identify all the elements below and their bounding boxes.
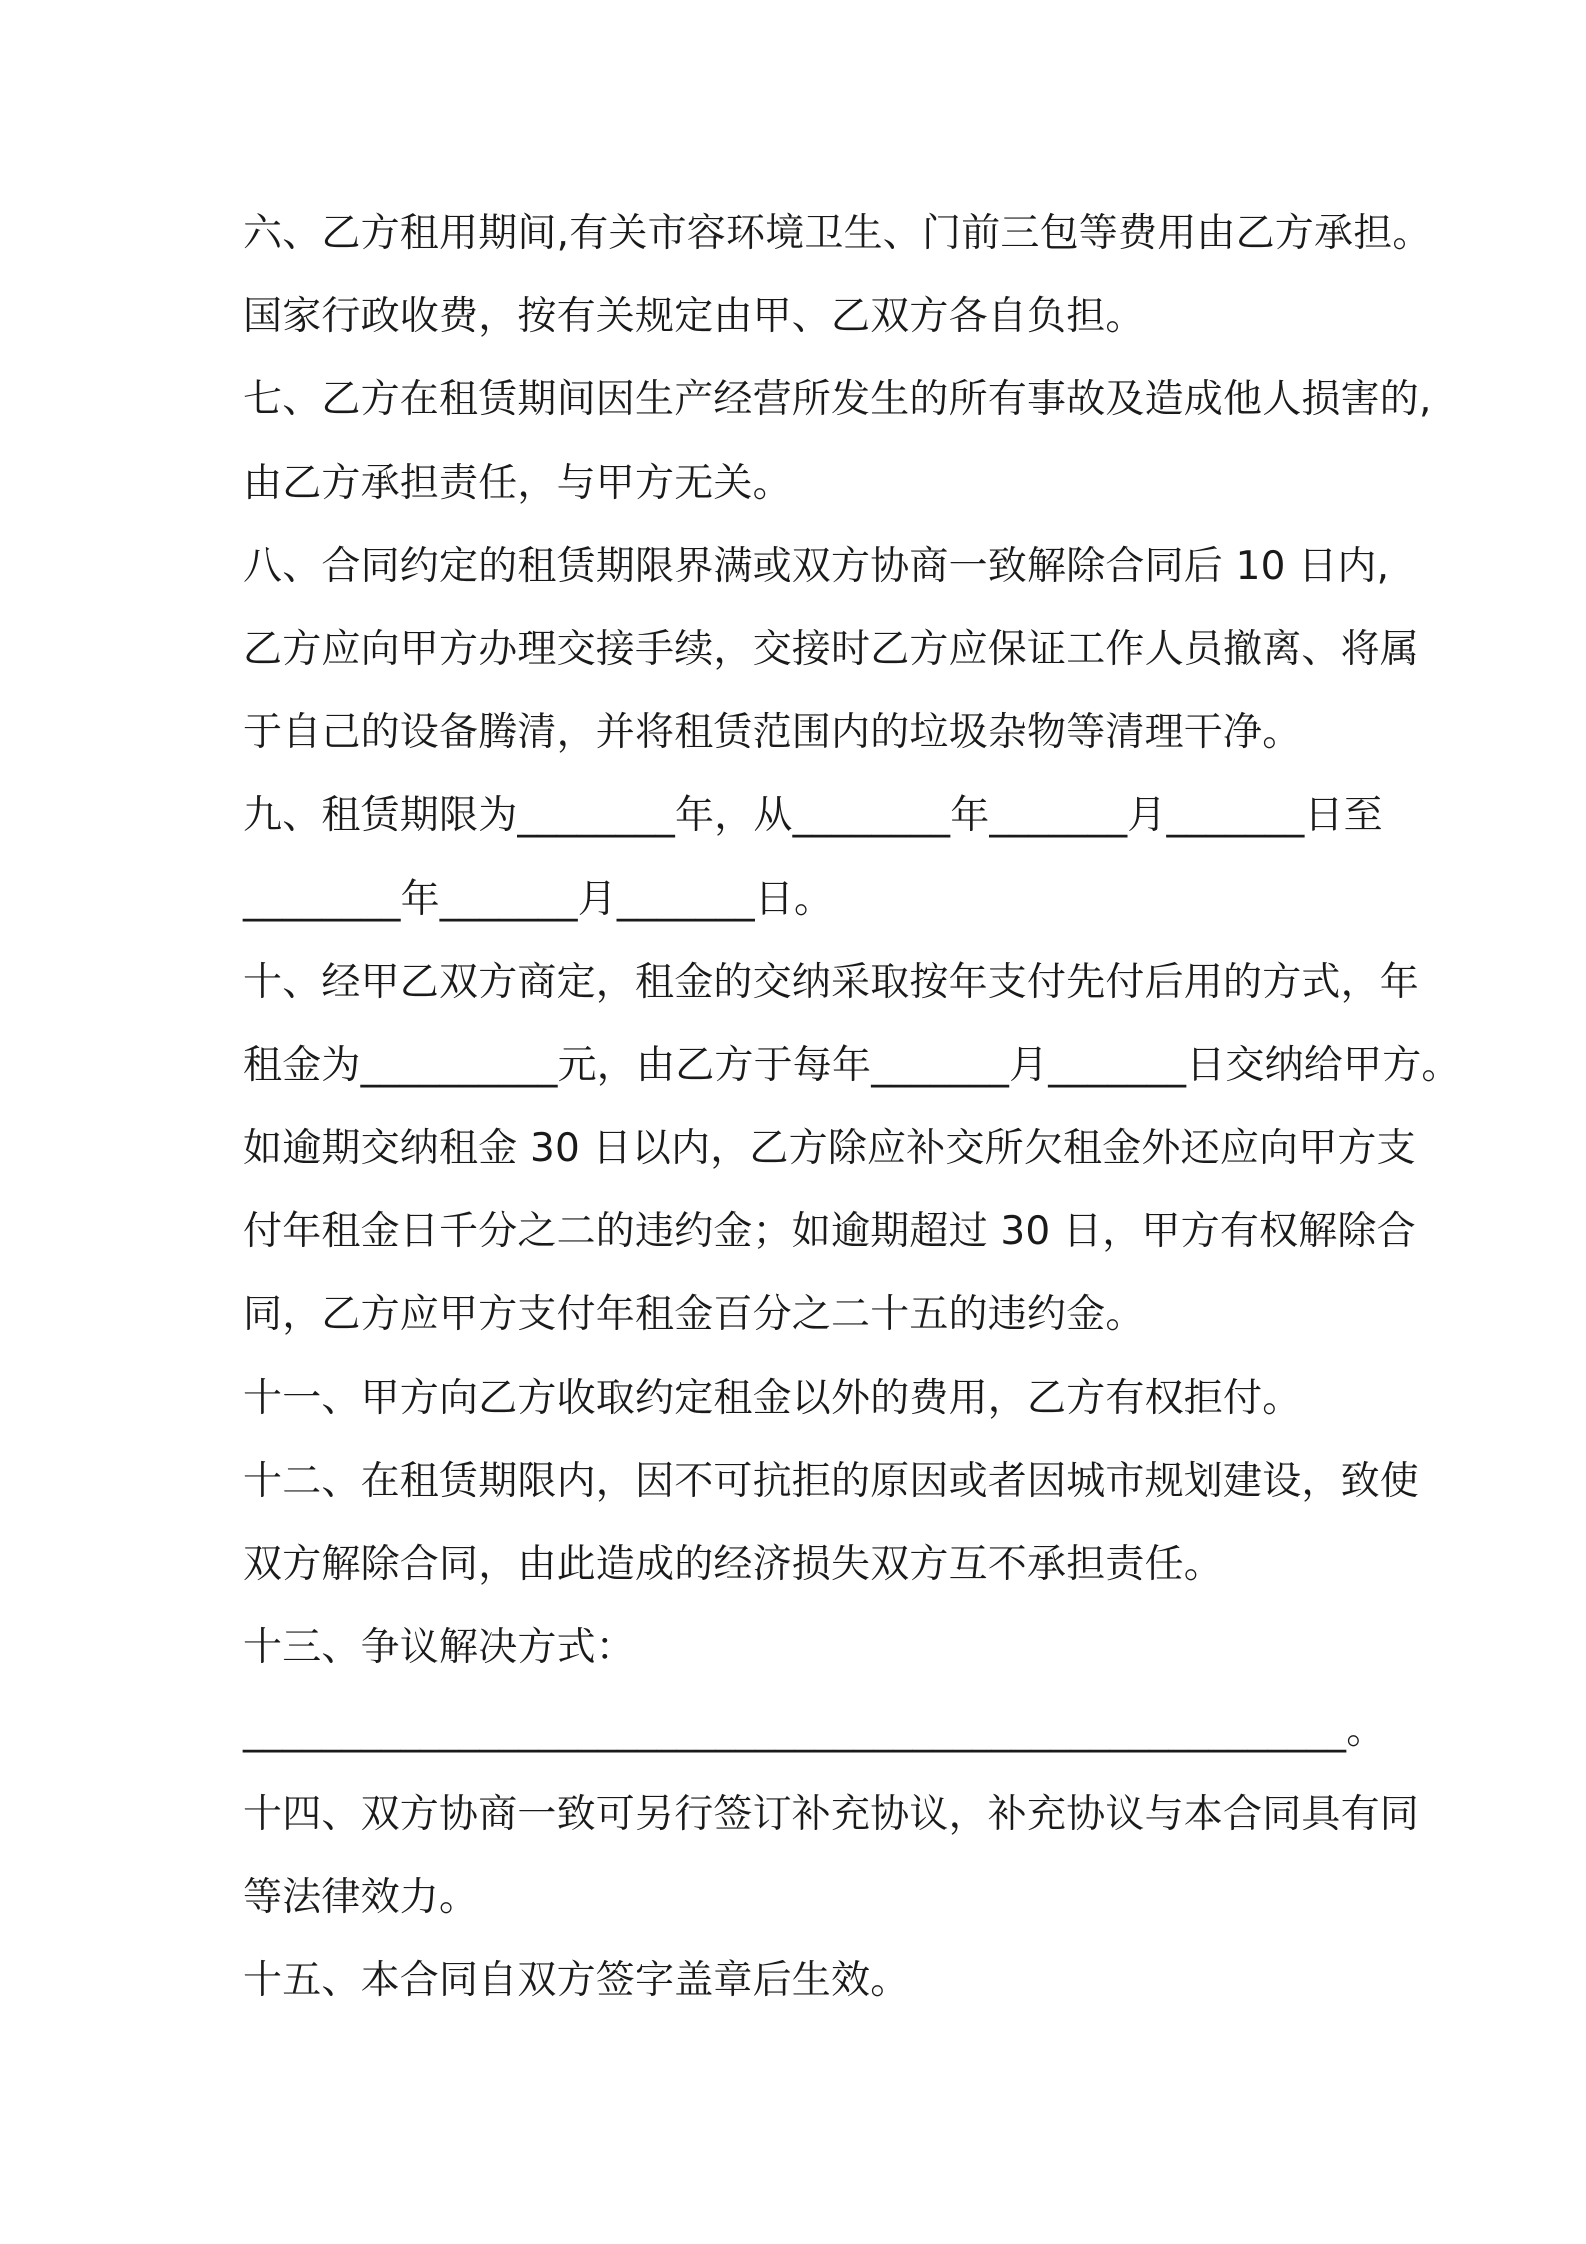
contract-text [243, 192, 1461, 2022]
clause-12-line-2: 双方解除合同，由此造成的经济损失双方互不承担责任。 [243, 1542, 1224, 1587]
clause-14-line-2: 等法律效力。 [243, 1874, 479, 1920]
clause-6-line-2: 国家行政收费，按有关规定由甲、乙双方各自负担。 [243, 294, 1145, 340]
clause-7-line-1: 七、乙方在租赁期间因生产经营所发生的所有事故及造成他人损害的, [243, 377, 1432, 423]
clause-11-line-1: 十一、甲方向乙方收取约定租金以外的费用，乙方有权拒付。 [243, 1375, 1302, 1421]
clause-6-line-1: 六、乙方租用期间,有关市容环境卫生、门前三包等费用由乙方承担。 [243, 211, 1432, 256]
clause-10-line-1: 十、经甲乙双方商定，租金的交纳采取按年支付先付后用的方式，年 [243, 959, 1420, 1005]
clause-8-line-1: 八、合同约定的租赁期限界满或双方协商一致解除合同后 10 日内, [243, 543, 1390, 589]
clause-13-line-1: 十三、争议解决方式： [243, 1625, 636, 1671]
clause-12-line-1: 十二、在租赁期限内，因不可抗拒的原因或者因城市规划建设，致使 [243, 1458, 1420, 1504]
clause-10-line-3: 如逾期交纳租金 30 日以内，乙方除应补交所欠租金外还应向甲方支 [243, 1126, 1416, 1172]
clause-7-line-2: 由乙方承担责任，与甲方无关。 [243, 460, 792, 506]
clause-10-line-2: 租金为__________元，由乙方于每年_______月_______日交纳给甲方。 [243, 1042, 1461, 1088]
clause-15-line-1: 十五、本合同自双方签字盖章后生效。 [243, 1957, 910, 2003]
clause-10-line-5: 同，乙方应甲方支付年租金百分之二十五的违约金。 [243, 1292, 1145, 1338]
clause-13-blank-line: ________________________________________________________。 [243, 1708, 1386, 1754]
clause-8-line-2: 乙方应向甲方办理交接手续，交接时乙方应保证工作人员撤离、将属 [243, 626, 1420, 672]
clause-8-line-3: 于自己的设备腾清，并将租赁范围内的垃圾杂物等清理干净。 [243, 710, 1302, 756]
clause-9-line-2: ________年_______月_______日。 [243, 876, 834, 922]
clause-9-line-1: 九、租赁期限为________年，从________年_______月_______日至 [243, 793, 1383, 839]
clause-10-line-4: 付年租金日千分之二的违约金；如逾期超过 30 日，甲方有权解除合 [243, 1209, 1416, 1255]
clause-14-line-1: 十四、双方协商一致可另行签订补充协议，补充协议与本合同具有同 [243, 1791, 1420, 1837]
